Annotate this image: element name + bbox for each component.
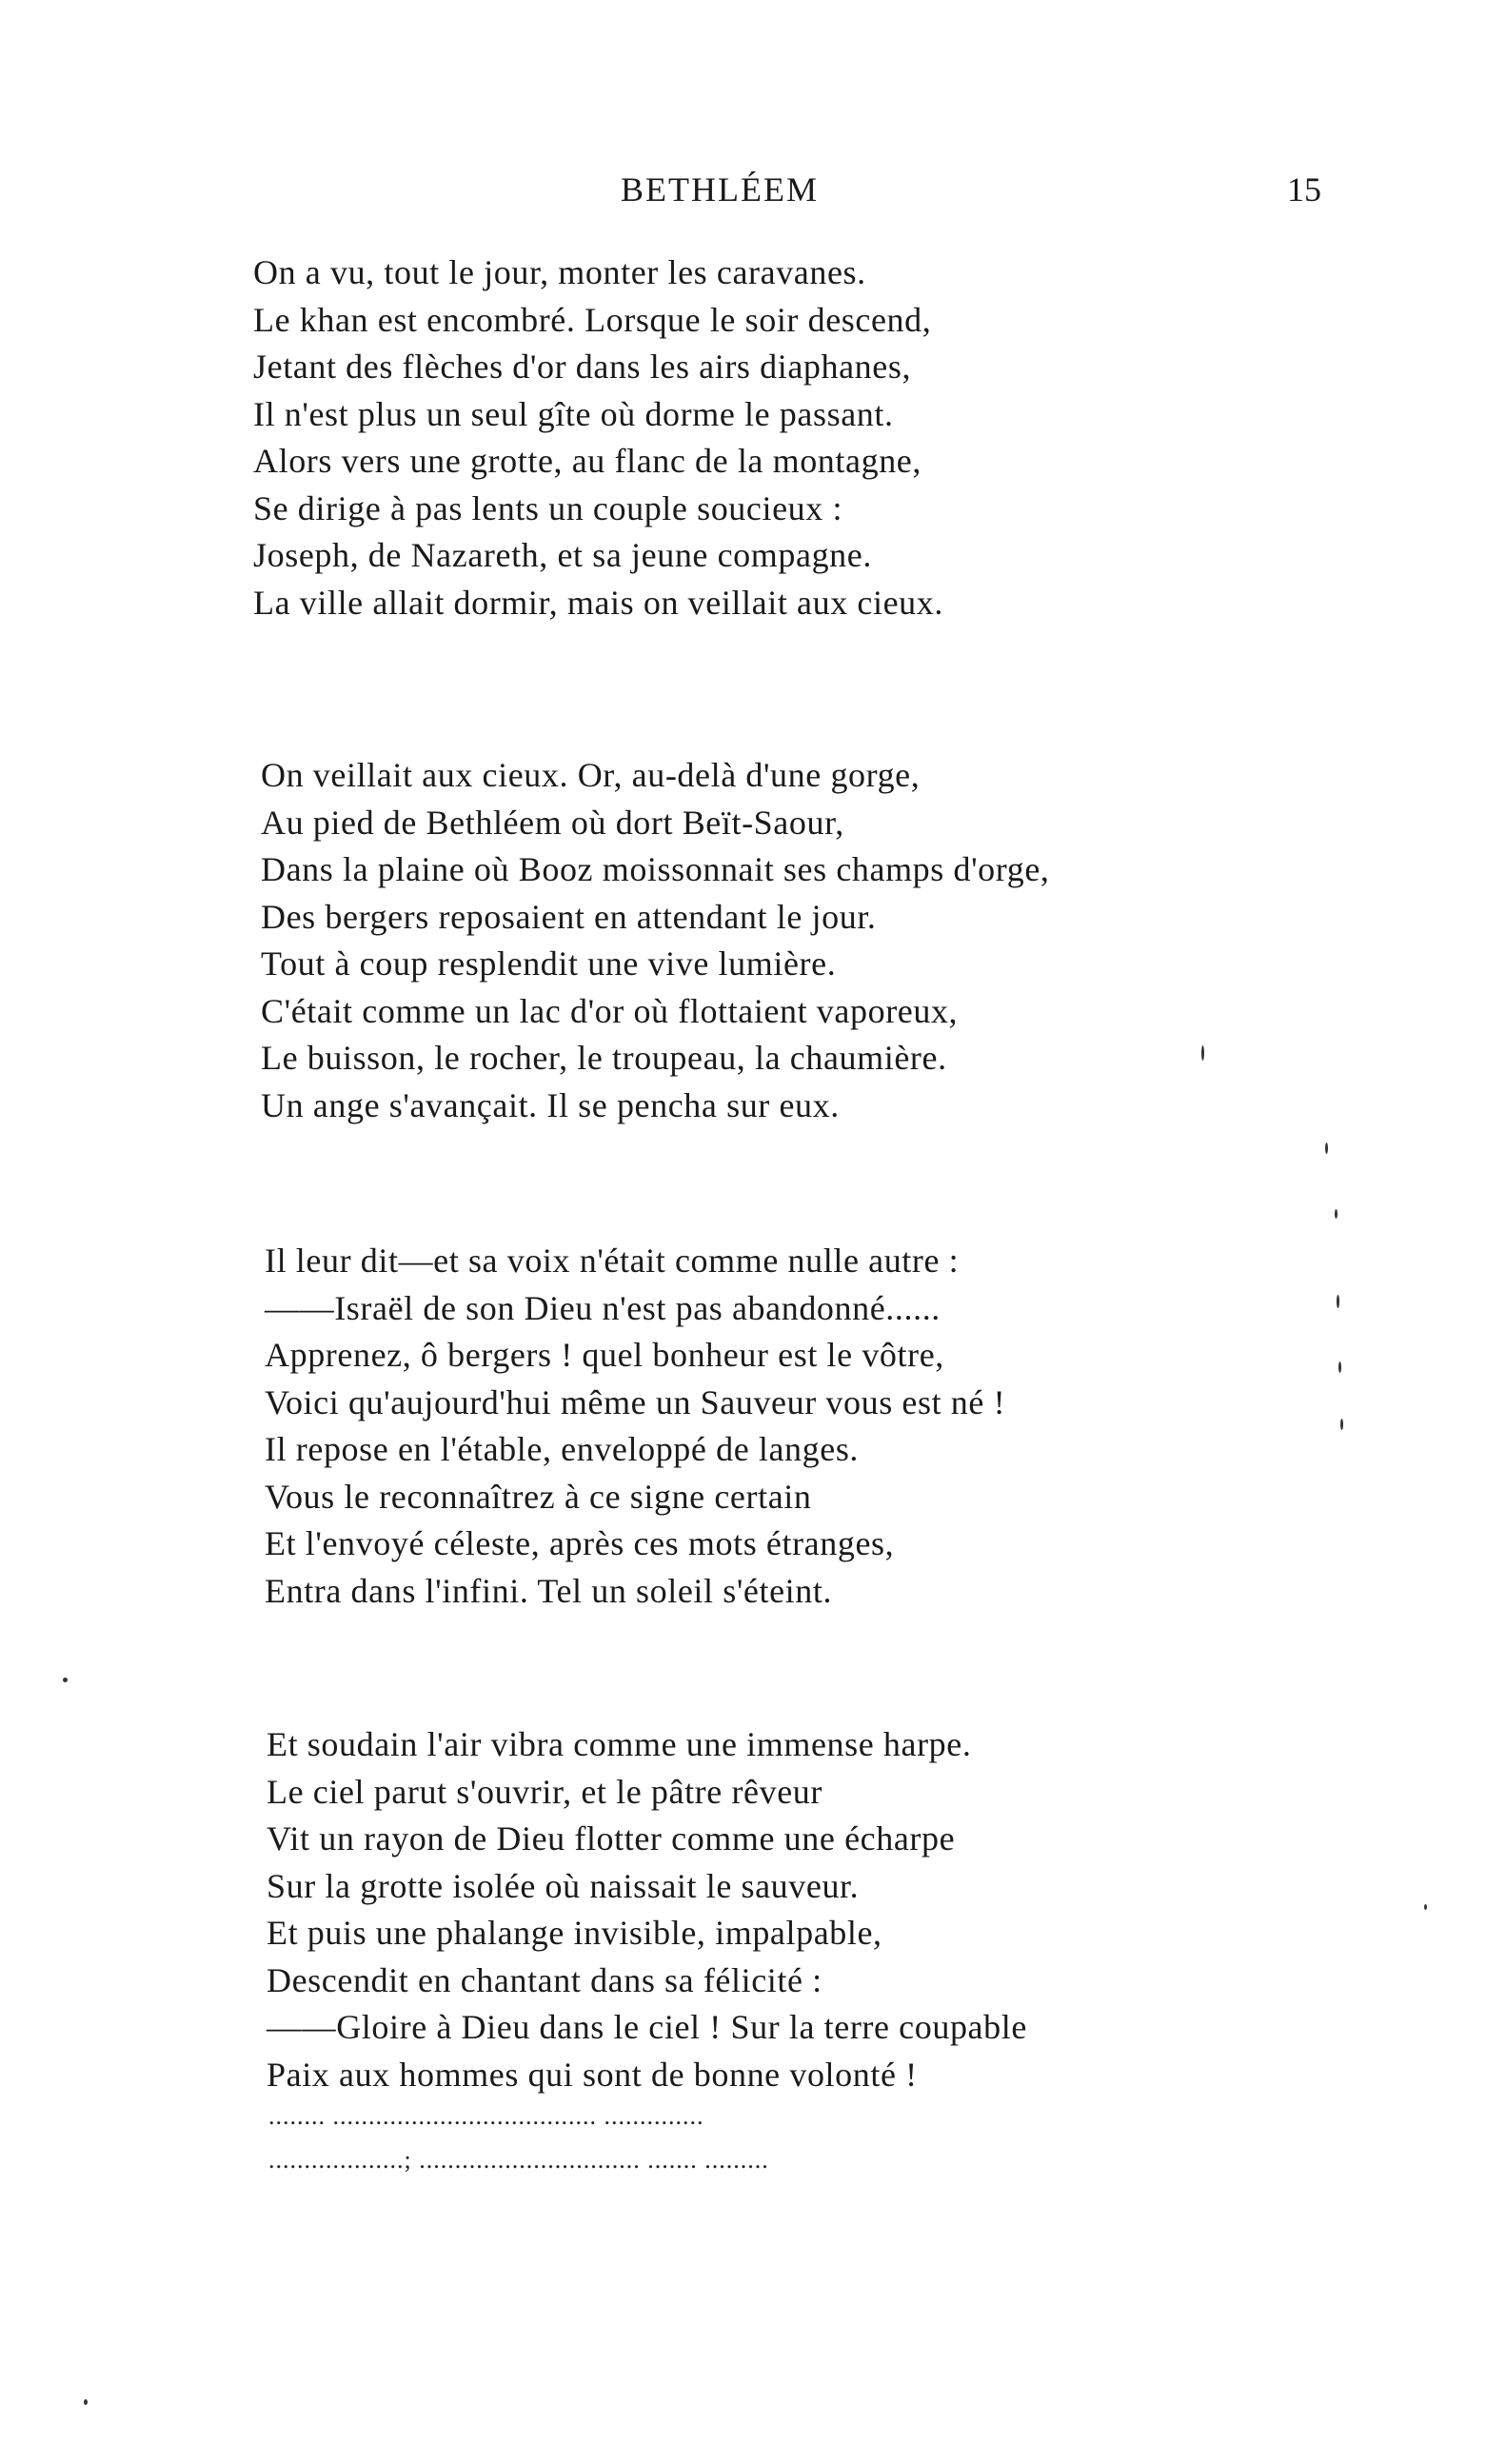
verse-line: Descendit en chantant dans sa félicité : [267,1960,822,1999]
scan-speck [1337,1295,1339,1308]
verse-line: Entra dans l'infini. Tel un soleil s'éteint. [265,1571,833,1610]
verse-line: Des bergers reposaient en attendant le jour. [261,897,877,936]
verse-line: Alors vers une grotte, au flanc de la montagne, [253,442,921,480]
scan-speck [1424,1904,1427,1910]
verse-line: Jetant des flèches d'or dans les airs diaphanes, [253,348,912,386]
verse-line: ——Gloire à Dieu dans le ciel ! Sur la terre coupable [267,2008,1027,2046]
stanza-3 [265,1238,1005,1615]
stanza-1 [253,249,943,626]
verse-line: Il repose en l'étable, enveloppé de langes. [265,1430,860,1468]
verse-line: Il leur dit—et sa voix n'était comme nulle autre : [265,1242,960,1280]
verse-line: La ville allait dormir, mais on veillait aux cieux. [253,583,943,622]
verse-line: Et l'envoyé céleste, après ces mots étranges, [265,1524,895,1562]
verse-line: Vous le reconnaîtrez à ce signe certain [265,1477,812,1516]
verse-line: Vit un rayon de Dieu flotter comme une écharpe [267,1819,956,1858]
verse-line: Et soudain l'air vibra comme une immense harpe. [267,1725,972,1763]
verse-line: Sur la grotte isolée où naissait le sauveur. [267,1866,860,1905]
verse-line: Et puis une phalange invisible, impalpable, [267,1914,882,1952]
verse-line: Joseph, de Nazareth, et sa jeune compagne. [253,536,872,574]
verse-line: On veillait aux cieux. Or, au-delà d'une gorge, [261,756,921,794]
scan-speck [1338,1361,1341,1373]
verse-line: Apprenez, ô bergers ! quel bonheur est le vôtre, [265,1336,944,1374]
running-title: BETHLÉEM [621,170,819,209]
scan-speck [1201,1045,1204,1061]
scan-speck [1335,1209,1338,1219]
scan-speck [84,2399,88,2405]
closing-dot-row: ...................; ............................... ....... ......... [268,2146,769,2174]
verse-line: Tout à coup resplendit une vive lumière. [261,944,837,983]
verse-line: Un ange s'avançait. Il se pencha sur eux. [261,1085,840,1124]
verse-line: Paix aux hommes qui sont de bonne volonté ! [267,2055,918,2094]
scan-speck [63,1678,68,1682]
verse-line: Le ciel parut s'ouvrir, et le pâtre rêveur [267,1772,822,1811]
page-number: 15 [1287,170,1321,209]
verse-line: On a vu, tout le jour, monter les caravanes. [253,253,866,291]
verse-line: C'était comme un lac d'or où flottaient vaporeux, [261,991,959,1030]
verse-line: Voici qu'aujourd'hui même un Sauveur vous est né ! [265,1382,1006,1421]
stanza-4 [267,1721,1027,2098]
verse-line: Le buisson, le rocher, le troupeau, la chaumière. [261,1039,947,1077]
verse-line: ——Israël de son Dieu n'est pas abandonné...... [265,1288,941,1327]
verse-line: Au pied de Bethléem où dort Beït-Saour, [261,803,844,842]
verse-line: Il n'est plus un seul gîte où dorme le passant. [253,394,894,433]
verse-line: Le khan est encombré. Lorsque le soir descend, [253,300,932,339]
verse-line: Se dirige à pas lents un couple soucieux : [253,488,843,527]
scan-speck [1325,1143,1328,1154]
scan-speck [1340,1419,1343,1430]
stanza-2 [261,752,1050,1129]
verse-line: Dans la plaine où Booz moissonnait ses champs d'orge, [261,850,1050,888]
closing-dot-row: ........ ..................................... .............. [268,2102,704,2130]
running-head [0,169,1506,217]
